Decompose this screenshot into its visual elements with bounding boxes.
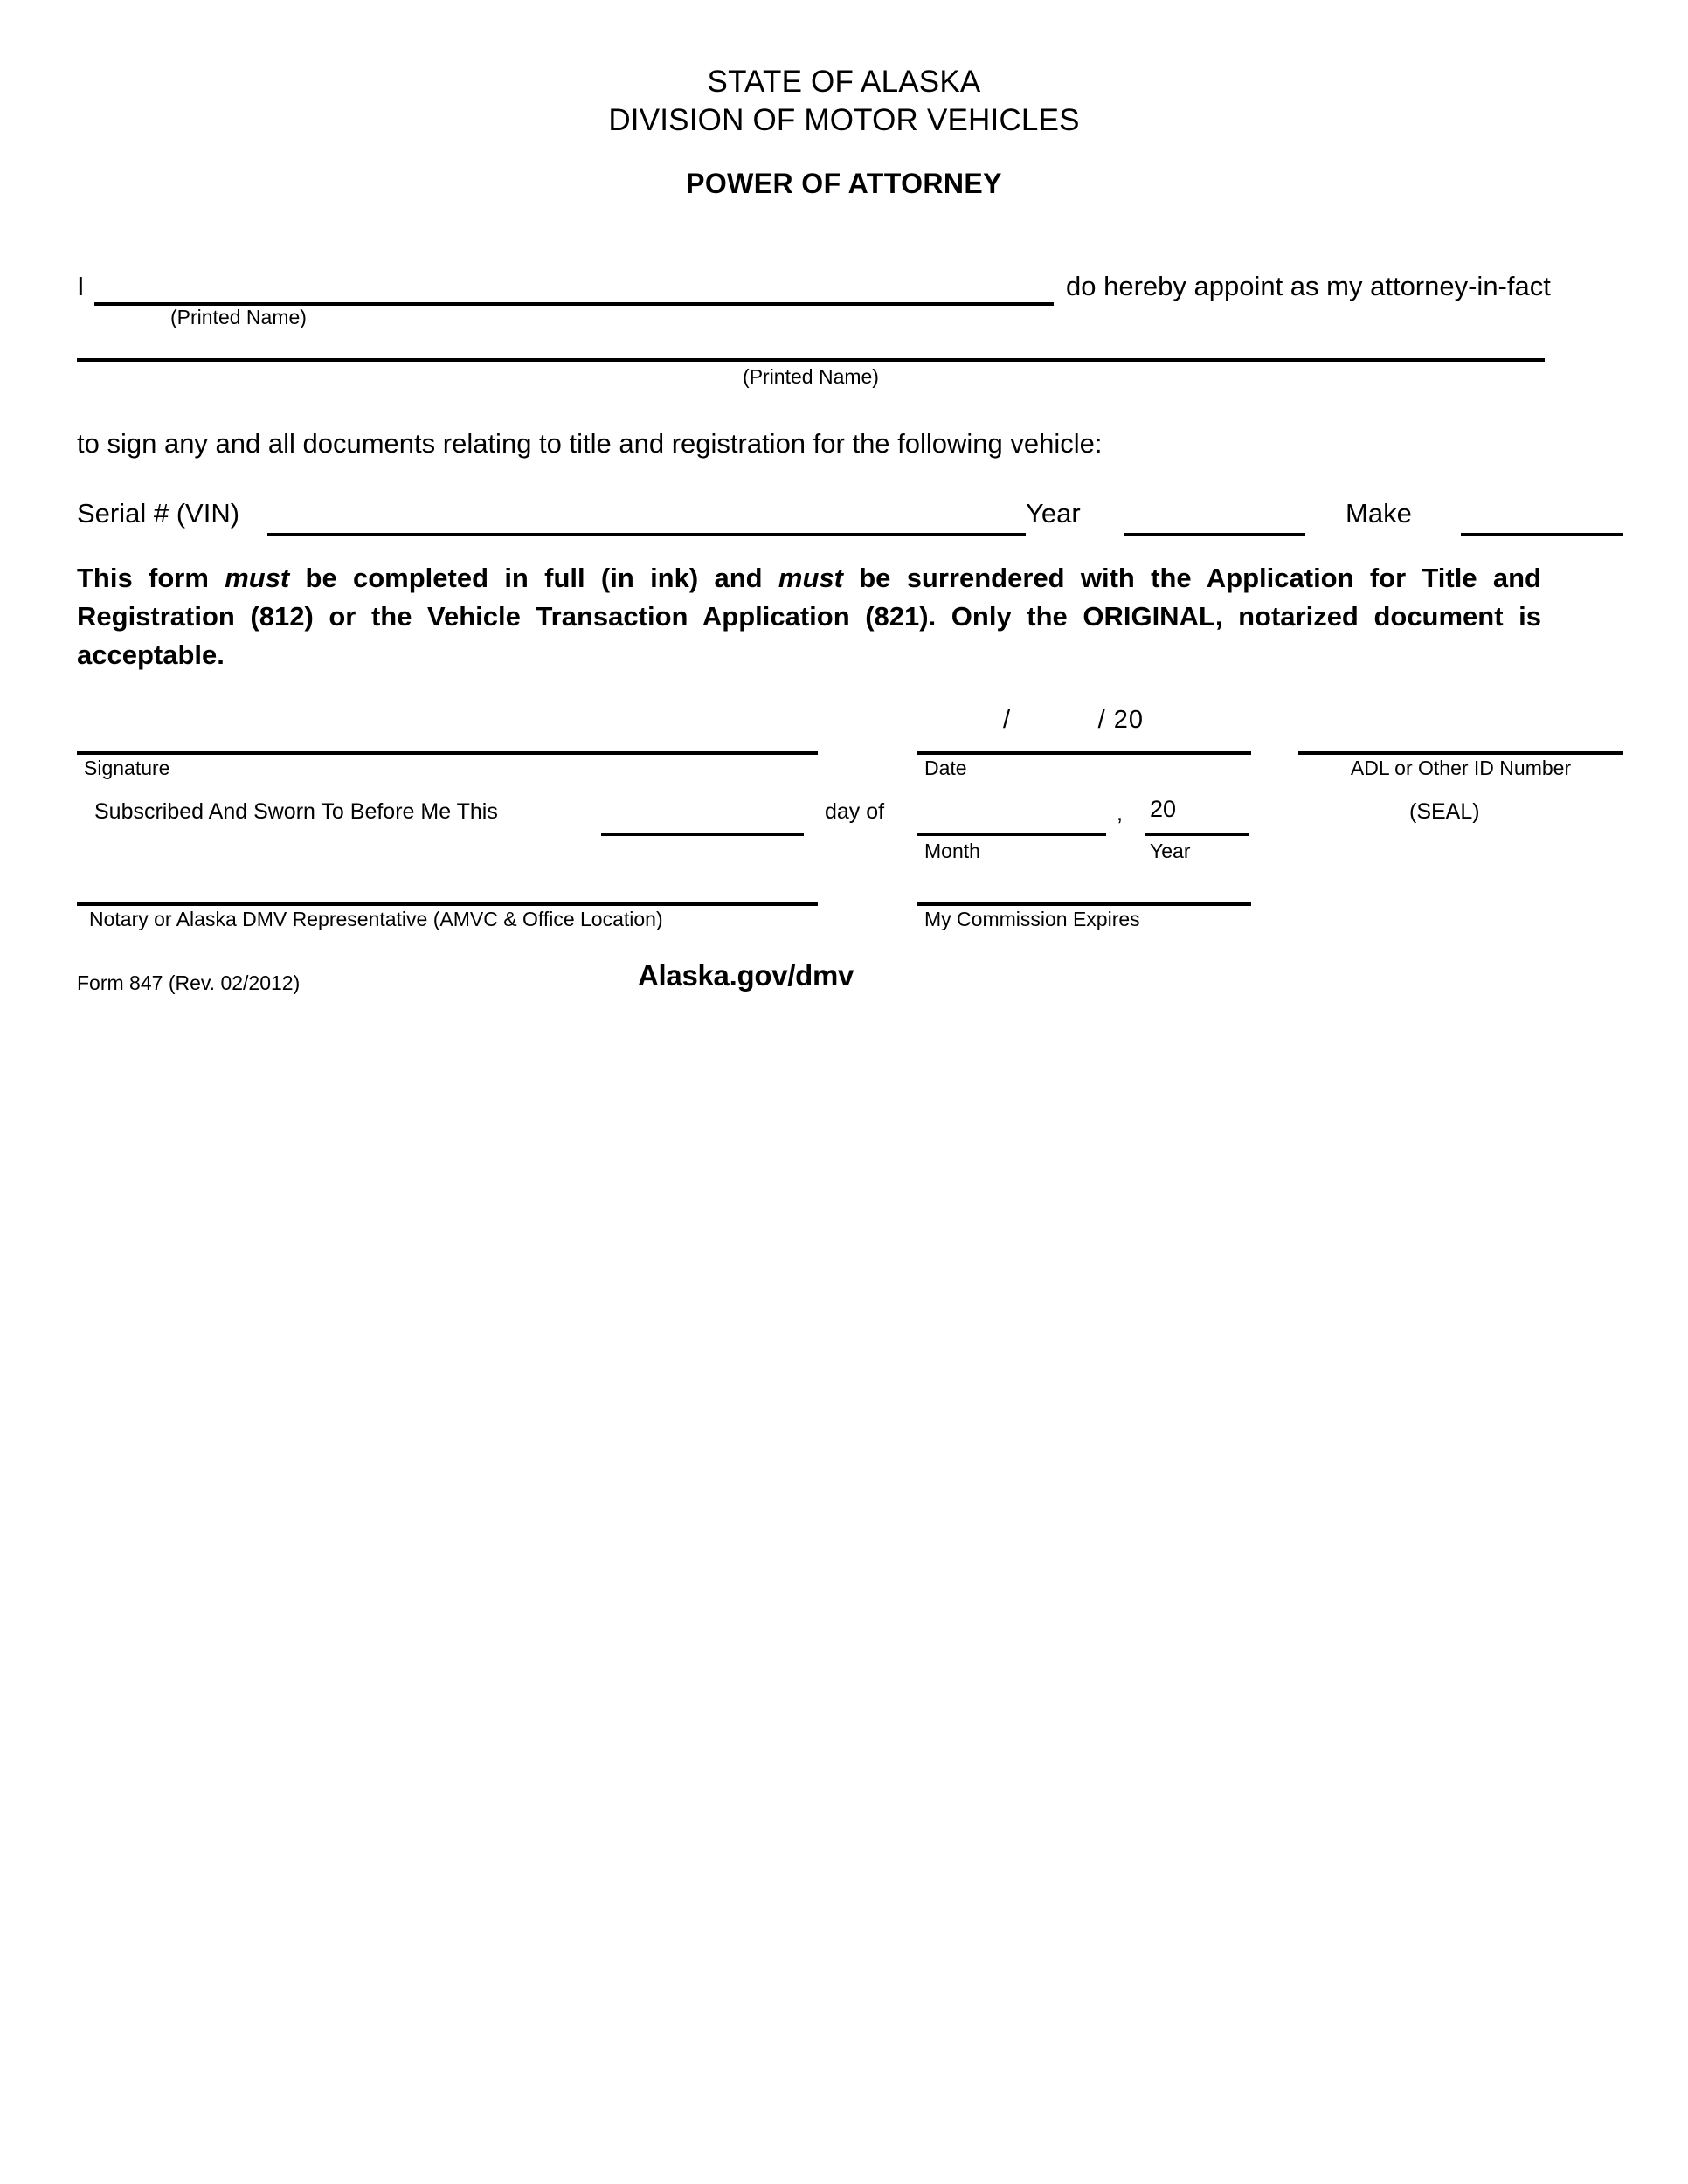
- date-label: Date: [924, 757, 967, 779]
- sworn-statement: Subscribed And Sworn To Before Me This: [94, 799, 498, 824]
- notice-part-2: be completed in full (in ink) and: [289, 563, 778, 593]
- printed-name-caption-1: (Printed Name): [170, 306, 307, 328]
- printed-name-caption-2: (Printed Name): [743, 365, 879, 388]
- year-input[interactable]: [1124, 533, 1305, 536]
- notice-must-2: must: [778, 563, 843, 593]
- appoint-phrase: do hereby appoint as my attorney-in-fact: [1066, 271, 1551, 301]
- make-label: Make: [1346, 498, 1412, 529]
- appointee-name-field[interactable]: [77, 358, 1545, 362]
- day-of-label: day of: [825, 799, 885, 824]
- signature-input[interactable]: [77, 751, 818, 755]
- page-title: POWER OF ATTORNEY: [686, 168, 1002, 199]
- date-slash-template: / / 20: [1003, 706, 1145, 734]
- grantor-row: [77, 267, 1615, 316]
- purpose-text: to sign any and all documents relating to title and registration for the following vehicle:: [77, 428, 1103, 459]
- state-name: STATE OF ALASKA: [707, 65, 981, 99]
- vin-label: Serial # (VIN): [77, 498, 240, 529]
- notary-signature-row: [77, 887, 1623, 948]
- i-label: I: [77, 271, 85, 301]
- notice-part-3: be surrendered with the Application for Title and Registration (812) or the Vehicle Transaction Application (821). Only the ORIGINAL, notarized document is acceptable.: [77, 563, 1541, 670]
- month-label: Month: [924, 840, 980, 862]
- notice-must-1: must: [225, 563, 290, 593]
- agency-header: [0, 63, 1688, 140]
- adl-input[interactable]: [1298, 751, 1623, 755]
- adl-label: ADL or Other ID Number: [1350, 757, 1572, 779]
- commission-expires-input[interactable]: [917, 902, 1251, 906]
- vehicle-row: [77, 498, 1623, 542]
- seal-label: (SEAL): [1409, 799, 1480, 824]
- site-url: Alaska.gov/dmv: [638, 959, 854, 992]
- notary-year-input[interactable]: [1145, 833, 1249, 836]
- comma-separator: ,: [1117, 801, 1123, 826]
- division-name: DIVISION OF MOTOR VEHICLES: [608, 103, 1080, 137]
- date-input[interactable]: [917, 751, 1251, 755]
- notice-paragraph: [77, 559, 1541, 674]
- signature-label: Signature: [84, 757, 170, 779]
- commission-expires-label: My Commission Expires: [924, 908, 1140, 930]
- notary-signature-input[interactable]: [77, 902, 818, 906]
- month-input[interactable]: [917, 833, 1106, 836]
- notary-year-label: Year: [1150, 840, 1191, 862]
- year-century-prefix: 20: [1150, 796, 1177, 822]
- sworn-row: [77, 791, 1623, 887]
- day-input[interactable]: [601, 833, 804, 836]
- notice-part-1: This form: [77, 563, 225, 593]
- vin-input[interactable]: [267, 533, 1026, 536]
- form-number: Form 847 (Rev. 02/2012): [77, 971, 301, 994]
- make-input[interactable]: [1461, 533, 1623, 536]
- year-label: Year: [1026, 498, 1081, 529]
- notary-label: Notary or Alaska DMV Representative (AMVC & Office Location): [89, 908, 663, 930]
